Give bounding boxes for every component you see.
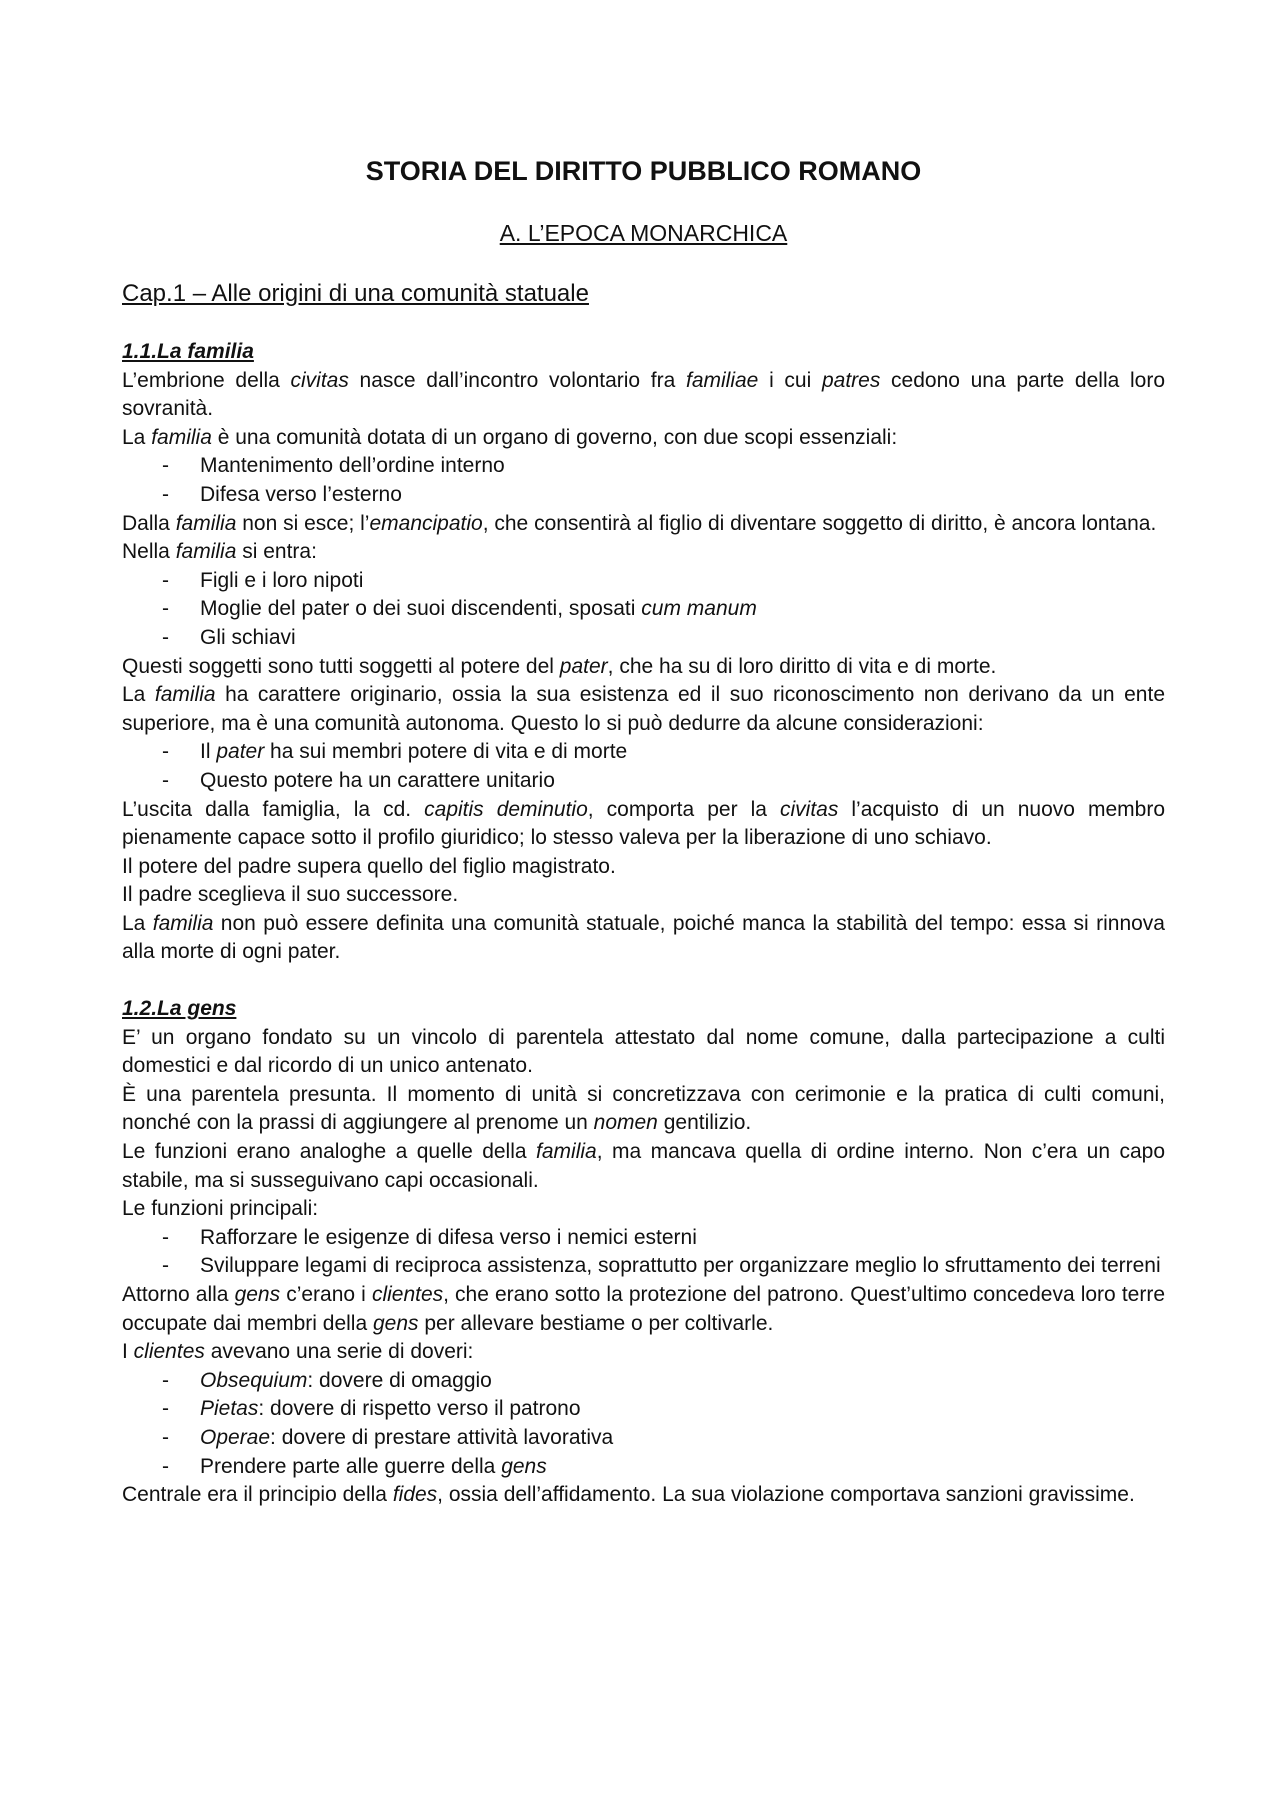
paragraph — [122, 681, 1165, 738]
text-run: Centrale era il principio della — [122, 1483, 393, 1507]
text-run: Questi soggetti sono tutti soggetti al potere del — [122, 654, 560, 678]
text-run: È una parentela presunta. Il momento di unità si concretizzava con cerimonie e la pratica di culti comuni, nonché con la prassi di aggiungere al prenome un — [122, 1082, 1165, 1135]
text-run: Sviluppare legami di reciproca assistenza, soprattutto per organizzare meglio lo sfruttamento dei terreni — [200, 1254, 1161, 1278]
list-item — [122, 1252, 1165, 1281]
text-run: Le funzioni erano analoghe a quelle della — [122, 1140, 537, 1164]
section — [122, 338, 1165, 967]
text-run: nasce dall’incontro volontario fra — [348, 368, 686, 392]
dash-list — [122, 567, 1165, 653]
paragraph — [122, 1195, 1165, 1224]
text-run: Attorno alla — [122, 1283, 235, 1306]
text-run: c’erano i — [280, 1283, 372, 1306]
text-run: La — [122, 911, 153, 935]
paragraph — [122, 367, 1165, 424]
text-run: Prendere parte alle guerre della — [200, 1454, 502, 1478]
document-body — [122, 338, 1165, 1510]
italic-term: gens — [501, 1454, 547, 1478]
text-run: per allevare bestiame o per coltivarle. — [418, 1311, 774, 1335]
dash-list — [122, 452, 1165, 509]
list-item — [122, 767, 1165, 796]
list-item — [122, 567, 1165, 596]
dash-list — [122, 738, 1165, 795]
list-item — [122, 481, 1165, 510]
text-run: non può essere definita una comunità statuale, poiché manca la stabilità del tempo: essa si rinnova alla morte di ogni pater. — [122, 911, 1165, 964]
text-run: Difesa verso l’esterno — [200, 482, 402, 506]
paragraph — [122, 424, 1165, 453]
text-run: L’uscita dalla famiglia, la cd. — [122, 797, 425, 821]
list-item — [122, 1395, 1165, 1424]
text-run: , che ha su di loro diritto di vita e di morte. — [607, 654, 997, 678]
italic-term: clientes — [133, 1340, 205, 1364]
section-heading: 1.2.La gens — [122, 997, 237, 1021]
document-page — [122, 150, 1165, 1538]
section-heading: 1.1.La familia — [122, 340, 254, 363]
italic-term: familia — [536, 1140, 597, 1164]
italic-term: pater — [216, 740, 265, 764]
text-run: , che consentirà al figlio di diventare soggetto di diritto, è ancora lontana. — [482, 511, 1157, 535]
italic-term: familia — [154, 683, 216, 707]
text-run: ha carattere originario, ossia la sua esistenza ed il suo riconoscimento non derivano da un ente superiore, ma è una comunità autonoma. Questo lo si può dedurre da alcune considerazioni: — [122, 683, 1165, 735]
paragraph — [122, 853, 1165, 882]
chapter-title: Cap.1 – Alle origini di una comunità statuale — [122, 280, 589, 307]
text-run: cedono una parte della loro sovranità. — [122, 368, 1165, 421]
text-run: Moglie del pater o dei suoi discendenti, sposati — [200, 597, 642, 621]
italic-term: Pietas — [200, 1397, 259, 1421]
text-run: ha sui membri potere di vita e di morte — [264, 740, 628, 764]
italic-term: nomen — [593, 1111, 658, 1135]
italic-term: clientes — [371, 1283, 444, 1306]
paragraph — [122, 653, 1165, 682]
text-run: La — [122, 425, 152, 449]
text-run: avevano una serie di doveri: — [204, 1340, 474, 1364]
list-item — [122, 595, 1165, 624]
text-run: Nella — [122, 540, 176, 564]
text-run: Le funzioni principali: — [122, 1197, 319, 1221]
list-item — [122, 1453, 1165, 1482]
text-run: non si esce; l’ — [236, 511, 370, 535]
text-run: E’ un organo fondato su un vincolo di parentela attestato dal nome comune, dalla partecipazione a culti domestici e dal ricordo di un unico antenato. — [122, 1025, 1165, 1078]
italic-term: familia — [175, 511, 237, 535]
italic-term: familia — [151, 425, 212, 449]
paragraph — [122, 1481, 1165, 1510]
dash-list — [122, 1224, 1165, 1281]
paragraph — [122, 1281, 1165, 1338]
text-run: i cui — [758, 368, 822, 392]
text-run: , comporta per la — [587, 797, 780, 821]
italic-term: pater — [559, 654, 608, 678]
list-item — [122, 738, 1165, 767]
italic-term: Operae — [200, 1425, 271, 1449]
paragraph — [122, 510, 1165, 539]
italic-term: gens — [234, 1283, 281, 1306]
text-run: , che erano sotto la protezione del patrono. Quest’ultimo concedeva loro terre occupate dai membri della — [122, 1283, 1165, 1335]
text-run: La — [122, 683, 155, 707]
italic-term: cum manum — [641, 597, 757, 621]
text-run: Il potere del padre supera quello del figlio magistrato. — [122, 854, 616, 878]
text-run: I — [122, 1340, 134, 1364]
text-run: Dalla — [122, 511, 176, 535]
text-run: l’acquisto di un nuovo membro pienamente capace sotto il profilo giuridico; lo stesso valeva per la liberazione di uno schiavo. — [122, 797, 1166, 850]
paragraph — [122, 1024, 1165, 1081]
text-run: Il — [200, 740, 217, 764]
section — [122, 995, 1165, 1510]
text-run: si entra: — [236, 540, 317, 564]
document-title: STORIA DEL DIRITTO PUBBLICO ROMANO — [365, 156, 922, 186]
italic-term: familiae — [686, 368, 759, 392]
list-item — [122, 452, 1165, 481]
text-run: Rafforzare le esigenze di difesa verso i nemici esterni — [200, 1225, 697, 1249]
text-run: Il padre sceglieva il suo successore. — [122, 883, 459, 907]
paragraph — [122, 1081, 1165, 1138]
italic-term: Obsequium — [200, 1368, 308, 1392]
italic-term: familia — [152, 911, 214, 935]
text-run: gentilizio. — [657, 1111, 752, 1135]
italic-term: capitis deminutio — [424, 797, 588, 821]
text-run: : dovere di rispetto verso il patrono — [258, 1397, 581, 1421]
paragraph — [122, 796, 1165, 853]
text-run: è una comunità dotata di un organo di governo, con due scopi essenziali: — [211, 425, 898, 449]
dash-list — [122, 1367, 1165, 1481]
text-run: , ma mancava quella di ordine interno. Non c’era un capo stabile, ma si susseguivano capi occasionali. — [122, 1140, 1166, 1192]
text-run: : dovere di omaggio — [307, 1368, 492, 1392]
text-run: Figli e i loro nipoti — [200, 568, 364, 592]
text-run: Questo potere ha un carattere unitario — [200, 768, 555, 792]
paragraph — [122, 1338, 1165, 1367]
italic-term: familia — [175, 540, 237, 564]
italic-term: fides — [392, 1483, 438, 1507]
text-run: Gli schiavi — [200, 625, 296, 649]
italic-term: civitas — [779, 797, 839, 821]
list-item — [122, 1424, 1165, 1453]
paragraph — [122, 910, 1165, 967]
list-item — [122, 624, 1165, 653]
text-run: L’embrione della — [122, 368, 291, 392]
italic-term: patres — [821, 368, 881, 392]
paragraph — [122, 1138, 1165, 1195]
text-run: Mantenimento dell’ordine interno — [200, 454, 505, 478]
paragraph — [122, 538, 1165, 567]
italic-term: emancipatio — [369, 511, 483, 535]
paragraph — [122, 881, 1165, 910]
text-run: , ossia dell’affidamento. La sua violazione comportava sanzioni gravissime. — [437, 1483, 1135, 1507]
list-item — [122, 1367, 1165, 1396]
text-run: : dovere di prestare attività lavorativa — [270, 1425, 614, 1449]
list-item — [122, 1224, 1165, 1253]
part-title: A. L’EPOCA MONARCHICA — [499, 220, 788, 246]
italic-term: civitas — [290, 368, 349, 392]
italic-term: gens — [372, 1311, 419, 1335]
